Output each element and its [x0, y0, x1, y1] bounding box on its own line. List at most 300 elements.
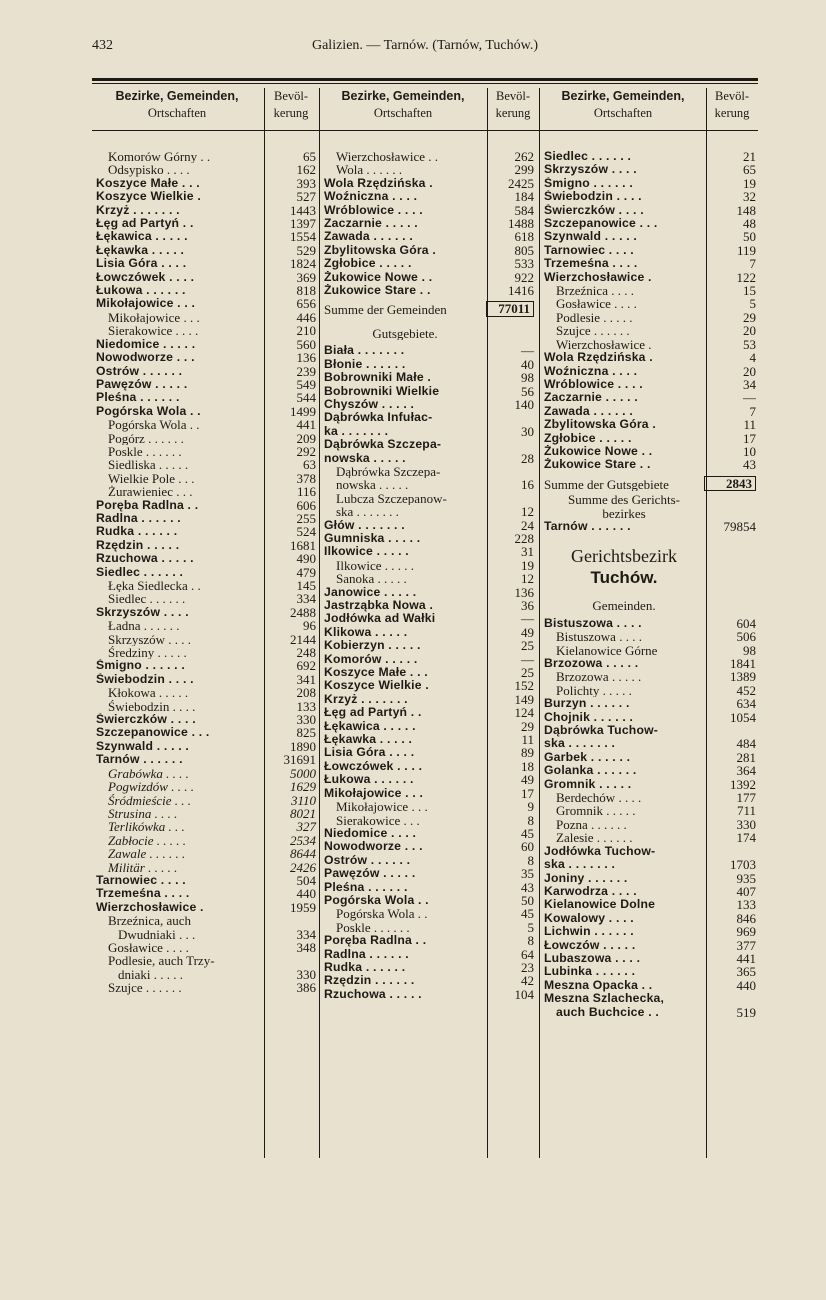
place-name: Ilkowice . . . . .	[324, 545, 409, 559]
table-row	[544, 257, 756, 270]
place-name: Brzozowa . . . . .	[556, 670, 642, 684]
table-row	[544, 476, 756, 491]
population-value: 1959	[290, 899, 316, 915]
place-name: nowska . . . . .	[336, 478, 409, 492]
table-row	[544, 244, 756, 257]
place-name: Zaczarnie . . . . .	[324, 217, 418, 231]
population-value: 825	[296, 725, 316, 741]
population-value: 49	[521, 624, 534, 640]
population-value: 327	[296, 819, 316, 835]
population-value: 441	[296, 417, 316, 433]
table-row	[324, 988, 534, 1001]
place-name: Bistuszowa . . . .	[556, 630, 642, 644]
table-row	[96, 874, 316, 887]
table-row	[324, 934, 534, 947]
table-row	[96, 820, 316, 833]
place-name: Łęka Siedlecka . .	[108, 579, 201, 593]
population-value: 386	[296, 980, 316, 996]
table-row	[544, 445, 756, 458]
pop-header-line2: kerung	[273, 106, 309, 120]
place-name: Poskle . . . . . .	[336, 920, 410, 935]
population-value: 560	[296, 336, 316, 352]
table-row	[544, 939, 756, 952]
population-value: 10	[743, 443, 756, 459]
name-header-title: Bezirke, Gemeinden,	[561, 89, 685, 103]
place-name: Kowalowy . . . .	[544, 911, 634, 925]
table-row	[324, 150, 534, 163]
place-name: Ładna . . . . . .	[108, 619, 180, 633]
place-name: Gutsgebiete.	[372, 326, 438, 341]
pop-header-line1: Bevöl-	[714, 89, 750, 103]
population-value: 45	[521, 825, 534, 841]
table-row	[324, 284, 534, 297]
population-value: —	[521, 343, 534, 359]
table-row	[96, 525, 316, 538]
table-row	[544, 925, 756, 938]
table-row	[324, 559, 534, 572]
place-name: Jastrząbka Nowa .	[324, 599, 434, 612]
place-name: Dąbrówka Tuchow-	[544, 724, 659, 738]
population-value: 20	[743, 323, 756, 339]
table-row	[96, 673, 316, 686]
population-value: 2144	[290, 631, 316, 647]
population-value: 330	[736, 816, 756, 832]
table-row	[324, 921, 534, 934]
table-row	[544, 418, 756, 431]
running-title: Galizien. — Tarnów. (Tarnów, Tuchów.)	[311, 38, 539, 53]
place-name: Ostrów . . . . . .	[324, 853, 411, 867]
population-value: 1681	[290, 537, 316, 553]
population-value: 96	[303, 618, 316, 634]
place-name: Świerczków . . . .	[96, 713, 196, 727]
population-value: 152	[514, 678, 534, 694]
place-name: Komorów Górny . .	[108, 150, 211, 164]
place-name: Janowice . . . . .	[324, 585, 417, 599]
table-row	[324, 271, 534, 284]
place-name: Koszyce Małe . . .	[324, 666, 428, 680]
population-value: 8644	[290, 846, 316, 862]
place-name: Łękawka . . . . .	[96, 243, 185, 257]
table-row	[544, 297, 756, 310]
place-name: Brzeźnica, auch	[108, 914, 192, 928]
table-row	[324, 720, 534, 733]
population-value: 35	[521, 866, 534, 882]
population-value: 98	[521, 370, 534, 386]
population-value: 369	[296, 269, 316, 285]
table-row	[324, 344, 534, 357]
table-row	[96, 740, 316, 753]
place-name: Golanka . . . . . .	[544, 764, 637, 778]
table-row	[544, 764, 756, 777]
table-row	[96, 767, 316, 780]
place-name: Tarnów . . . . . .	[96, 753, 183, 767]
table-row	[324, 639, 534, 652]
place-name: Koszyce Małe . . .	[96, 176, 200, 190]
table-row	[96, 834, 316, 847]
place-name: Brzeźnica . . . .	[556, 284, 634, 298]
name-header-subtitle: Ortschaften	[147, 106, 207, 120]
place-name: Tuchów.	[590, 568, 658, 588]
population-value: 19	[521, 557, 534, 573]
table-row	[324, 411, 534, 424]
place-name: Siedlec . . . . . .	[96, 565, 184, 579]
table-row	[544, 992, 756, 1005]
population-value: 43	[521, 879, 534, 895]
table-row	[96, 257, 316, 270]
table-row	[324, 814, 534, 827]
place-name: Dwudniaki . . .	[118, 927, 196, 941]
place-name: Szczepanowice . . .	[96, 726, 210, 740]
table-row	[324, 545, 534, 558]
place-name: Nowodworze . . .	[96, 351, 195, 365]
place-name: Meszna Opacka . .	[544, 978, 653, 992]
table-row	[96, 861, 316, 874]
table-row	[96, 472, 316, 485]
population-value: 45	[521, 906, 534, 922]
place-name: Zabłocie . . . . .	[108, 833, 186, 848]
table-row	[324, 626, 534, 639]
place-name: Wielkie Pole . . .	[108, 471, 195, 486]
table-row	[324, 204, 534, 217]
table-row	[544, 217, 756, 230]
population-value: 49	[521, 772, 534, 788]
population-value: 8	[527, 933, 534, 949]
population-value: 544	[296, 390, 316, 406]
place-name: Jodłówka Tuchow-	[544, 844, 656, 858]
population-value: 64	[521, 946, 534, 962]
population-value: 31691	[283, 752, 316, 768]
place-name: Rzędzin . . . . .	[96, 538, 180, 552]
table-row	[544, 545, 756, 567]
place-name: Summe der Gemeinden	[324, 303, 447, 317]
population-value: 281	[736, 749, 756, 765]
population-value: 479	[296, 564, 316, 580]
population-value: 48	[743, 216, 756, 232]
population-value: 53	[743, 336, 756, 352]
population-value: 935	[736, 870, 756, 886]
population-value: 2843	[704, 476, 756, 491]
population-value: 104	[514, 986, 534, 1002]
place-name: Rzuchowa . . . . .	[324, 987, 422, 1001]
table-row	[544, 711, 756, 724]
population-value: 116	[296, 484, 316, 500]
place-name: Łęg ad Partyń . .	[324, 706, 422, 720]
place-name: Zalesie . . . . . .	[556, 831, 633, 845]
population-value: 519	[736, 1004, 756, 1020]
table-row	[544, 365, 756, 378]
population-value: 341	[296, 671, 316, 687]
table-row	[96, 271, 316, 284]
place-name: Pogwizdów . . . .	[108, 780, 194, 794]
table-row	[96, 405, 316, 418]
population-value: —	[743, 390, 756, 406]
table-row	[96, 606, 316, 619]
table-row	[544, 520, 756, 533]
place-name: Łowczówek . . . .	[324, 759, 423, 773]
table-row	[96, 432, 316, 445]
table-row	[544, 458, 756, 471]
population-value: 210	[296, 323, 316, 339]
pop-header-line2: kerung	[495, 106, 531, 120]
place-name: Burzyn . . . . . .	[544, 697, 630, 711]
place-name: Pogórska Wola . .	[96, 404, 201, 418]
pop-header-line1: Bevöl-	[273, 89, 309, 103]
table-row	[96, 700, 316, 713]
table-row	[96, 686, 316, 699]
population-value: 393	[296, 175, 316, 191]
table-row	[324, 478, 534, 491]
col3-name-header	[540, 88, 706, 128]
population-value: 1703	[730, 857, 756, 873]
top-rule	[92, 78, 758, 81]
table-row	[324, 163, 534, 176]
population-value: 818	[296, 283, 316, 299]
table-row	[544, 657, 756, 670]
table-row	[96, 499, 316, 512]
table-row	[96, 807, 316, 820]
table-row	[544, 338, 756, 351]
table-row	[324, 881, 534, 894]
table-row	[544, 507, 756, 520]
place-name: Świebodzin . . . .	[544, 190, 642, 204]
population-value: 1416	[508, 283, 534, 299]
population-value: 1554	[290, 229, 316, 245]
population-value: 2534	[290, 832, 316, 848]
place-name: Wierzchosławice .	[96, 900, 204, 914]
place-name: Rudka . . . . . .	[96, 525, 178, 539]
table-row	[324, 746, 534, 759]
table-row	[96, 338, 316, 351]
population-value: 50	[521, 892, 534, 908]
place-name: bezirkes	[602, 506, 646, 520]
population-value: 25	[521, 638, 534, 654]
place-name: Wróblowice . . . .	[544, 377, 643, 391]
table-row	[324, 190, 534, 203]
place-name: Podlesie . . . . .	[556, 310, 633, 325]
table-row	[544, 378, 756, 391]
table-row	[96, 445, 316, 458]
table-row	[324, 492, 534, 505]
table-row	[96, 217, 316, 230]
place-name: Skrzyszów . . . .	[544, 163, 637, 177]
name-header-title: Bezirke, Gemeinden,	[341, 89, 465, 103]
table-row	[544, 1006, 756, 1019]
place-name: Koszyce Wielkie .	[96, 190, 201, 204]
population-value: 124	[514, 705, 534, 721]
population-value: 17	[743, 430, 756, 446]
table-row	[96, 928, 316, 941]
place-name: Gosławice . . . .	[108, 940, 189, 955]
top-rule-thin	[92, 83, 758, 84]
place-name: Mikołajowice . . .	[96, 297, 196, 311]
place-name: Siedlec . . . . . .	[108, 592, 186, 606]
table-row	[96, 539, 316, 552]
population-value: 805	[514, 242, 534, 258]
population-value: 846	[736, 910, 756, 926]
population-value: 60	[521, 839, 534, 855]
population-value: 330	[296, 966, 316, 982]
table-row	[544, 885, 756, 898]
population-value: 1389	[730, 669, 756, 685]
place-name: Sierakowice . . .	[336, 813, 420, 827]
table-row	[324, 760, 534, 773]
place-name: Krzyż . . . . . . .	[96, 203, 180, 217]
population-value: 63	[303, 457, 316, 473]
population-value: 208	[296, 685, 316, 701]
population-value: 89	[521, 745, 534, 761]
table-row	[544, 391, 756, 404]
population-value: 8	[527, 852, 534, 868]
place-name: Ostrów . . . . . .	[96, 364, 183, 378]
place-name: Kielanowice Górne	[556, 643, 658, 657]
place-name: Wierzchosławice .	[544, 270, 652, 284]
population-value: 23	[521, 959, 534, 975]
place-name: Żukowice Nowe . .	[324, 270, 433, 284]
place-name: Gromnik . . . . .	[544, 777, 632, 791]
table-row	[324, 452, 534, 465]
table-row	[324, 840, 534, 853]
population-value: 1890	[290, 738, 316, 754]
place-name: Dąbrówka Szczepa-	[324, 438, 442, 452]
table-row	[96, 512, 316, 525]
place-name: Lichwin . . . . . .	[544, 925, 634, 939]
population-value: 3110	[290, 792, 316, 808]
table-row	[324, 800, 534, 813]
table-row	[544, 724, 756, 737]
place-name: Jodłówka ad Wałki	[324, 612, 436, 626]
name-header-subtitle: Ortschaften	[593, 106, 653, 120]
place-name: Świerczków . . . .	[544, 203, 644, 217]
place-name: Trzemeśna . . . .	[544, 257, 638, 271]
place-name: Meszna Szlachecka,	[544, 992, 665, 1006]
table-column-1	[96, 150, 316, 995]
col2-pop-header	[488, 88, 538, 128]
table-row	[96, 566, 316, 579]
table-row	[544, 311, 756, 324]
table-row	[544, 567, 756, 589]
population-value: 36	[521, 598, 534, 613]
place-name: Tarnowiec . . . .	[96, 873, 186, 887]
population-value: 262	[514, 149, 534, 164]
population-value: 32	[743, 189, 756, 205]
place-name: Sanoka . . . . .	[336, 572, 407, 586]
table-row	[544, 791, 756, 804]
place-name: Zaczarnie . . . . .	[544, 391, 638, 405]
table-row	[96, 646, 316, 659]
place-name: Kobierzyn . . . . .	[324, 639, 421, 653]
place-name: Tarnów . . . . . .	[544, 519, 631, 533]
pop-header-line1: Bevöl-	[495, 89, 531, 103]
table-row	[544, 204, 756, 217]
table-row	[96, 324, 316, 337]
place-name: Podlesie, auch Trzy-	[108, 954, 215, 968]
page-header	[92, 38, 758, 58]
name-header-subtitle: Ortschaften	[373, 106, 433, 120]
table-row	[96, 378, 316, 391]
place-name: Summe des Gerichts-	[568, 493, 680, 507]
table-row	[96, 726, 316, 739]
table-row	[96, 190, 316, 203]
place-name: Rzuchowa . . . . .	[96, 552, 194, 566]
table-row	[544, 177, 756, 190]
population-value: 248	[296, 645, 316, 661]
population-value: 364	[736, 763, 756, 779]
population-value: 133	[736, 897, 756, 913]
place-name: Skrzyszów . . . .	[96, 605, 189, 619]
place-name: Poręba Radlna . .	[96, 498, 199, 512]
table-row	[544, 979, 756, 992]
population-value: —	[521, 611, 534, 627]
place-name: Rudka . . . . . .	[324, 960, 406, 974]
place-name: Żukowice Stare . .	[324, 284, 431, 298]
population-value: 504	[296, 872, 316, 888]
place-name: Pogórska Wola . .	[108, 418, 200, 432]
population-value: 2425	[508, 175, 534, 191]
population-value: 29	[743, 309, 756, 325]
table-row	[544, 845, 756, 858]
place-name: Wierzchosławice .	[556, 337, 652, 352]
place-name: Skrzyszów . . . .	[108, 632, 192, 647]
place-name: Zbylitowska Góra .	[324, 243, 436, 257]
place-name: Lisia Góra . . . .	[96, 257, 187, 271]
table-row	[544, 617, 756, 630]
place-name: Żurawieniec . . .	[108, 485, 193, 499]
place-name: Gromnik . . . . .	[556, 804, 636, 818]
population-value: 149	[514, 691, 534, 707]
table-row	[544, 599, 756, 612]
place-name: Wola Rzędzińska .	[544, 351, 653, 365]
table-row	[324, 706, 534, 719]
place-name: Średziny . . . . .	[108, 646, 187, 660]
name-header-title: Bezirke, Gemeinden,	[115, 89, 239, 103]
table-row	[544, 163, 756, 176]
population-value: 1841	[730, 656, 756, 671]
population-value: —	[521, 651, 534, 667]
place-name: Ilkowice . . . . .	[336, 558, 414, 573]
population-value: 133	[296, 698, 316, 714]
place-name: Pawęzów . . . . .	[324, 867, 416, 881]
population-value: 11	[743, 417, 756, 433]
population-value: 1488	[508, 216, 534, 232]
col2-name-header	[320, 88, 486, 128]
col3-pop-header	[706, 88, 758, 128]
population-value: 584	[514, 202, 534, 218]
table-row	[544, 644, 756, 657]
table-row	[96, 244, 316, 257]
table-row	[324, 612, 534, 625]
population-value: 484	[736, 736, 756, 752]
table-row	[324, 867, 534, 880]
table-row	[96, 311, 316, 324]
table-row	[544, 818, 756, 831]
table-row	[544, 271, 756, 284]
population-value: 529	[296, 242, 316, 258]
population-value: 656	[296, 296, 316, 312]
table-row	[324, 653, 534, 666]
place-name: Komorów . . . . .	[324, 652, 418, 666]
population-value: 446	[296, 309, 316, 325]
population-value: 1392	[730, 776, 756, 792]
population-value: 42	[521, 973, 534, 989]
population-value: 65	[743, 162, 756, 178]
table-row	[544, 351, 756, 364]
place-name: Łowczówek . . . .	[96, 270, 195, 284]
population-value: 292	[296, 443, 316, 459]
population-value: 162	[296, 162, 316, 178]
population-value: 4	[749, 350, 756, 366]
column-divider	[539, 88, 540, 1158]
population-value: 20	[743, 363, 756, 379]
